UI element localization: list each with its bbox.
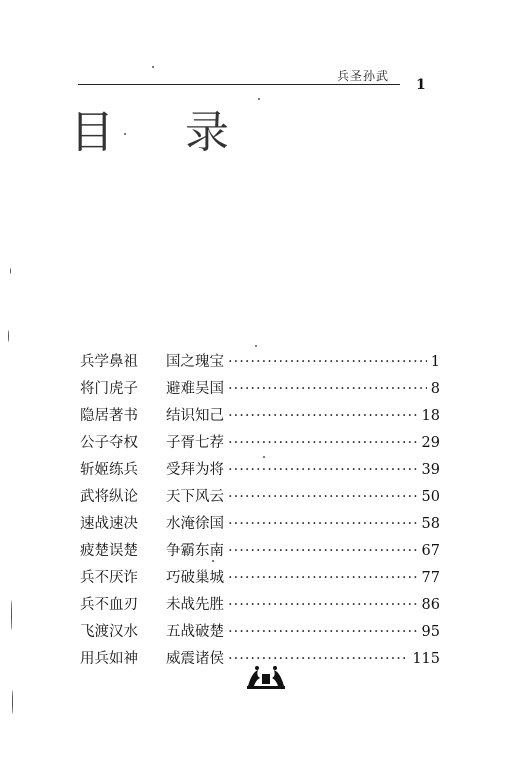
scan-speck [263, 456, 265, 458]
toc-entry-page: 58 [421, 516, 440, 532]
scan-speck [152, 66, 154, 68]
toc-leader-dots [228, 624, 418, 640]
toc-entry-page: 77 [421, 570, 440, 586]
toc-leader-dots [228, 489, 418, 505]
scan-speck [124, 133, 126, 135]
toc-list [80, 350, 440, 674]
toc-entry-part1: 疲楚误楚 [80, 543, 138, 559]
toc-heading-right-char: 录 [185, 107, 229, 158]
toc-entry-page: 67 [421, 543, 440, 559]
toc-entry-part1: 兵学鼻祖 [80, 354, 138, 370]
toc-entry-part1: 将门虎子 [80, 381, 138, 397]
toc-entry-part1: 飞渡汉水 [80, 624, 138, 640]
toc-entry [80, 404, 440, 431]
toc-entry-page: 1 [430, 354, 440, 370]
toc-entry-part2: 避难吴国 [166, 381, 224, 397]
toc-entry-page: 8 [430, 381, 440, 397]
toc-entry-part1: 兵不厌诈 [80, 570, 138, 586]
toc-entry-part2: 水淹徐国 [166, 516, 224, 532]
toc-leader-dots [228, 543, 418, 559]
scan-speck [12, 690, 13, 714]
toc-entry [80, 431, 440, 458]
toc-entry-part1: 兵不血刃 [80, 597, 138, 613]
toc-entry [80, 512, 440, 539]
running-header-title: 兵圣孙武 [337, 69, 390, 83]
toc-entry-part2: 未战先胜 [166, 597, 224, 613]
toc-leader-dots [228, 354, 427, 370]
toc-entry-part2: 五战破楚 [166, 624, 224, 640]
scan-speck [8, 330, 9, 342]
toc-entry-page: 50 [421, 489, 440, 505]
toc-entry-part2: 国之瑰宝 [166, 354, 224, 370]
toc-entry-part2: 子胥七荐 [166, 435, 224, 451]
toc-entry [80, 539, 440, 566]
toc-leader-dots [228, 408, 418, 424]
scan-speck [258, 98, 260, 100]
toc-leader-dots [228, 570, 418, 586]
toc-entry [80, 566, 440, 593]
toc-entry-part2: 巧破巢城 [166, 570, 224, 586]
toc-entry-part1: 隐居著书 [80, 408, 138, 424]
toc-entry-part2: 受拜为将 [166, 462, 224, 478]
toc-leader-dots [228, 516, 418, 532]
toc-leader-dots [228, 597, 418, 613]
toc-entry-part1: 公子夺权 [80, 435, 138, 451]
toc-entry-part2: 威震诸侯 [166, 651, 224, 667]
scan-speck [11, 600, 12, 630]
toc-entry-page: 115 [412, 651, 440, 667]
scan-speck [212, 560, 214, 562]
scan-speck [10, 268, 11, 274]
toc-entry-part2: 天下风云 [166, 489, 224, 505]
header-rule [78, 84, 400, 85]
scan-speck [255, 345, 257, 347]
toc-entry [80, 350, 440, 377]
toc-leader-dots [228, 462, 418, 478]
toc-entry-page: 39 [421, 462, 440, 478]
toc-entry-part2: 结识知己 [166, 408, 224, 424]
toc-entry-part1: 武将纵论 [80, 489, 138, 505]
toc-entry [80, 485, 440, 512]
decorative-ornament-icon [246, 664, 286, 690]
toc-leader-dots [228, 381, 427, 397]
toc-heading-left-char: 目 [70, 107, 114, 158]
toc-entry-part1: 用兵如神 [80, 651, 138, 667]
toc-entry [80, 377, 440, 404]
toc-leader-dots [228, 435, 418, 451]
toc-entry-page: 18 [421, 408, 440, 424]
toc-entry-page: 95 [421, 624, 440, 640]
toc-entry-part1: 速战速决 [80, 516, 138, 532]
toc-entry [80, 620, 440, 647]
toc-entry-page: 29 [421, 435, 440, 451]
toc-entry-part2: 争霸东南 [166, 543, 224, 559]
toc-entry-part1: 斩姬练兵 [80, 462, 138, 478]
toc-entry [80, 458, 440, 485]
toc-entry-page: 86 [421, 597, 440, 613]
toc-entry [80, 593, 440, 620]
page-number: 1 [416, 77, 426, 93]
